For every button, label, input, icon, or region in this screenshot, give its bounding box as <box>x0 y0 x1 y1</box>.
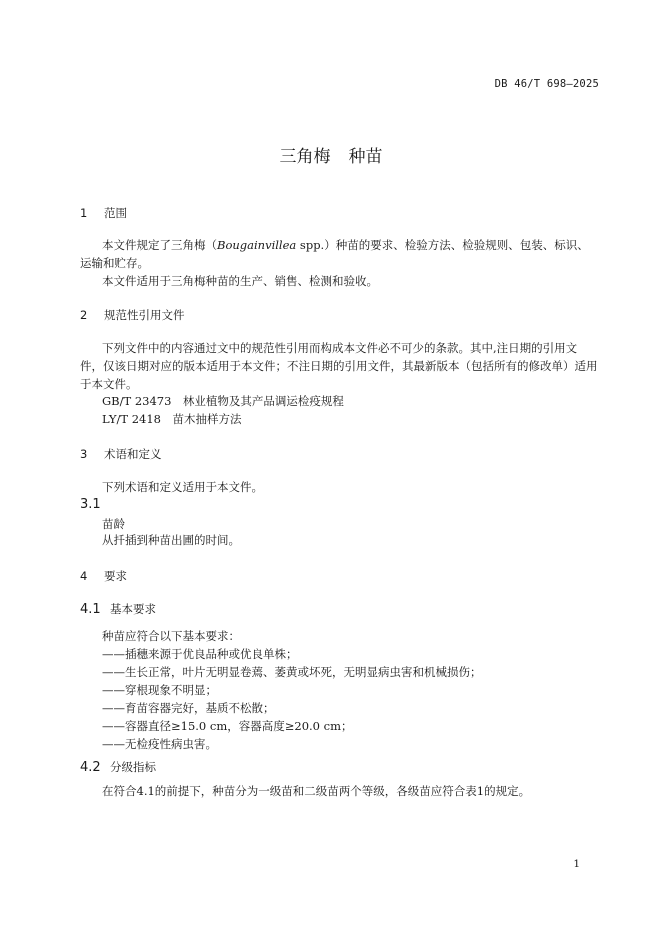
subsection-number: 4.2 <box>80 760 101 775</box>
subsection-number: 4.1 <box>80 602 101 617</box>
subsection-number: 3.1 <box>80 497 101 512</box>
section-title: 规范性引用文件 <box>104 308 185 322</box>
section-4-heading <box>80 568 127 584</box>
section-number: 1 <box>80 206 88 220</box>
scope-paragraph-1 <box>80 236 600 272</box>
section-title: 术语和定义 <box>104 447 162 461</box>
requirement-item: ——生长正常，叶片无明显卷蔫、萎黄或坏死，无明显病虫害和机械损伤； <box>102 665 482 679</box>
subsection-4-1-heading <box>80 601 156 617</box>
subsection-title: 分级指标 <box>110 760 156 774</box>
requirement-item: ——育苗容器完好，基质不松散； <box>102 701 275 715</box>
reference-item: GB/T 23473 林业植物及其产品调运检疫规程 <box>102 394 344 408</box>
section-2-heading <box>80 307 185 323</box>
scope-latin-name: Bougainvillea <box>217 238 297 252</box>
terms-paragraph: 下列术语和定义适用于本文件。 <box>102 480 263 494</box>
subsection-3-1-number <box>80 497 106 512</box>
section-title: 要求 <box>104 569 127 583</box>
reference-item: LY/T 2418 苗木抽样方法 <box>102 412 242 426</box>
page-number: 1 <box>573 858 580 870</box>
section-number: 2 <box>80 308 88 322</box>
normative-references-paragraph: 下列文件中的内容通过文中的规范性引用而构成本文件必不可少的条款。其中,注日期的引用文件，仅该日期对应的版本适用于本文件；不注日期的引用文件，其最新版本（包括所有的修改单）适用于本文件。 <box>80 341 598 391</box>
section-title: 范围 <box>104 206 127 220</box>
section-1-heading <box>80 205 127 221</box>
section-number: 4 <box>80 569 88 583</box>
requirement-item: ——无检疫性病虫害。 <box>102 737 217 751</box>
grading-paragraph: 在符合4.1的前提下，种苗分为一级苗和二级苗两个等级，各级苗应符合表1的规定。 <box>102 784 531 798</box>
term-name: 苗龄 <box>102 517 125 531</box>
subsection-title: 基本要求 <box>110 602 156 616</box>
requirement-item: ——容器直径≥15.0 cm，容器高度≥20.0 cm； <box>102 719 353 733</box>
term-definition: 从扦插到种苗出圃的时间。 <box>102 533 240 547</box>
section-number: 3 <box>80 447 88 461</box>
scope-paragraph-2: 本文件适用于三角梅种苗的生产、销售、检测和验收。 <box>102 274 378 288</box>
title-part-2: 种苗 <box>348 147 383 167</box>
document-code: DB 46/T 698—2025 <box>494 78 599 90</box>
requirements-intro: 种苗应符合以下基本要求： <box>102 629 240 643</box>
scope-text-post: spp.）种苗的要求、检验方法、检验规则、包装、标识、运输和贮存。 <box>80 238 589 270</box>
requirement-item: ——穿根现象不明显； <box>102 683 217 697</box>
title-part-1: 三角梅 <box>279 147 331 167</box>
scope-text-pre: 本文件规定了三角梅（ <box>102 238 217 252</box>
section-3-heading <box>80 446 162 462</box>
page-title <box>0 142 662 167</box>
subsection-4-2-heading <box>80 759 156 775</box>
requirement-item: ——插穗来源于优良品种或优良单株； <box>102 647 298 661</box>
